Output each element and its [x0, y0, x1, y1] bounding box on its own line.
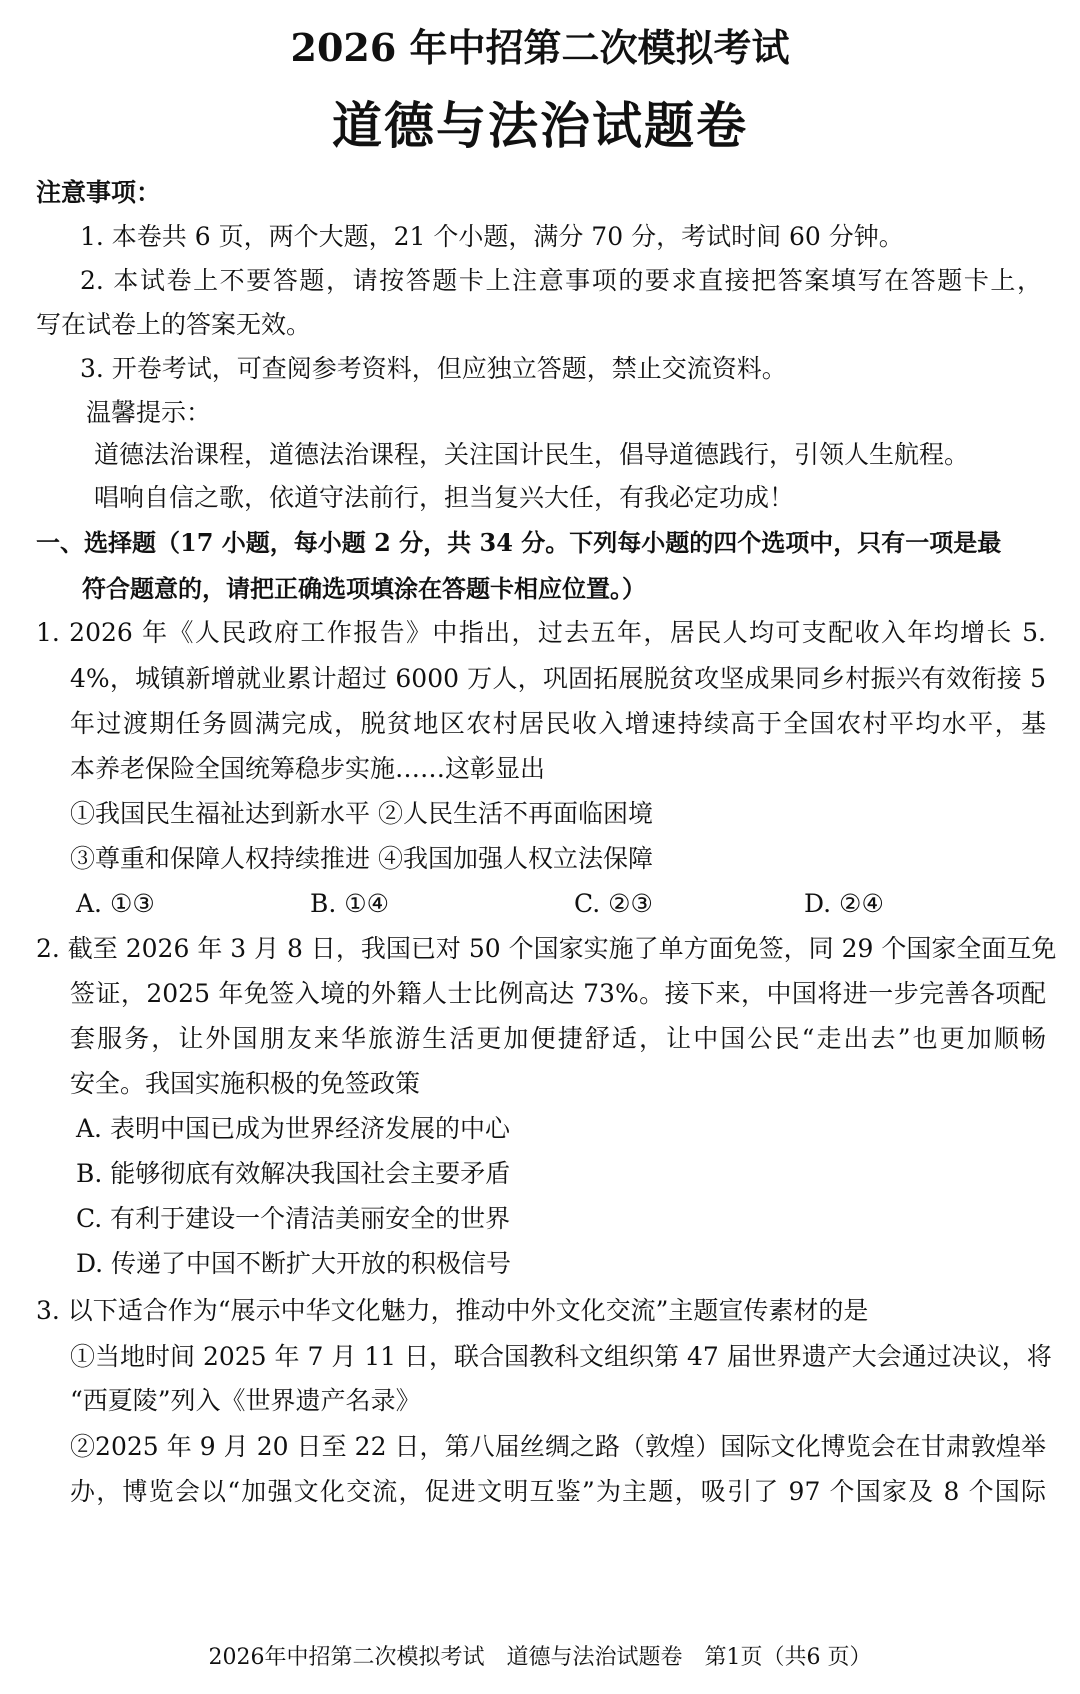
question-2-option-c: C. 有利于建设一个清洁美丽安全的世界 [76, 1204, 511, 1233]
question-3-line-1: 3. 以下适合作为“展示中华文化魅力，推动中外文化交流”主题宣传素材的是 [36, 1296, 869, 1325]
notice-item-1: 1. 本卷共 6 页，两个大题，21 个小题，满分 70 分，考试时间 60 分钟。 [80, 222, 904, 251]
notice-item-3: 3. 开卷考试，可查阅参考资料，但应独立答题，禁止交流资料。 [80, 354, 787, 383]
question-1-statements-1: ①我国民生福祉达到新水平 ②人民生活不再面临困境 [70, 799, 653, 828]
question-1-line-2: 4%，城镇新增就业累计超过 6000 万人，巩固拓展脱贫攻坚成果同乡村振兴有效衔接 5 [70, 664, 1046, 693]
tip-heading: 温馨提示： [86, 398, 212, 427]
subject-title: 道德与法治试题卷 [332, 96, 748, 155]
question-3-statement-1-line-2: “西夏陵”列入《世界遗产名录》 [70, 1386, 421, 1415]
section-1-heading-line-1: 一、选择题（17 小题，每小题 2 分，共 34 分。下列每小题的四个选项中，只有一项是最 [36, 528, 1002, 557]
question-1-statements-2: ③尊重和保障人权持续推进 ④我国加强人权立法保障 [70, 844, 653, 873]
notice-heading: 注意事项： [36, 178, 162, 207]
tip-line-1: 道德法治课程，道德法治课程，关注国计民生，倡导道德践行，引领人生航程。 [94, 440, 970, 469]
question-1-option-d: D. ②④ [804, 889, 884, 918]
exam-title: 2026 年中招第二次模拟考试 [290, 25, 790, 70]
question-2-line-1: 2. 截至 2026 年 3 月 8 日，我国已对 50 个国家实施了单方面免签，同 29 个国家全面互免 [36, 934, 1057, 963]
question-1-line-4: 本养老保险全国统筹稳步实施……这彰显出 [70, 754, 546, 783]
question-1-option-b: B. ①④ [310, 889, 390, 918]
question-2-option-d: D. 传递了中国不断扩大开放的积极信号 [76, 1249, 512, 1278]
tip-line-2: 唱响自信之歌，依道守法前行，担当复兴大任，有我必定功成！ [94, 483, 795, 512]
notice-item-2-line-1: 2. 本试卷上不要答题，请按答题卡上注意事项的要求直接把答案填写在答题卡上， [80, 266, 1042, 295]
question-3-statement-2-line-2: 办，博览会以“加强文化交流，促进文明互鉴”为主题，吸引了 97 个国家及 8 个国际 [70, 1477, 1046, 1506]
question-2-line-3: 套服务，让外国朋友来华旅游生活更加便捷舒适，让中国公民“走出去”也更加顺畅 [70, 1024, 1046, 1053]
question-1-line-1: 1. 2026 年《人民政府工作报告》中指出，过去五年，居民人均可支配收入年均增长 5. [36, 618, 1046, 647]
question-3-statement-1-line-1: ①当地时间 2025 年 7 月 11 日，联合国教科文组织第 47 届世界遗产大会通过决议，将 [70, 1342, 1052, 1371]
section-1-heading-line-2: 符合题意的，请把正确选项填涂在答题卡相应位置。） [82, 574, 646, 603]
question-3-statement-2-line-1: ②2025 年 9 月 20 日至 22 日，第八届丝绸之路（敦煌）国际文化博览会在甘肃敦煌举 [70, 1432, 1046, 1461]
question-2-line-2: 签证，2025 年免签入境的外籍人士比例高达 73%。接下来，中国将进一步完善各项配 [70, 979, 1046, 1008]
question-1-line-3: 年过渡期任务圆满完成，脱贫地区农村居民收入增速持续高于全国农村平均水平，基 [70, 709, 1046, 738]
question-2-option-a: A. 表明中国已成为世界经济发展的中心 [76, 1114, 510, 1143]
notice-item-2-line-2: 写在试卷上的答案无效。 [36, 310, 312, 339]
question-1-option-c: C. ②③ [574, 889, 653, 918]
question-2-line-4: 安全。我国实施积极的免签政策 [70, 1069, 421, 1098]
page-footer: 2026年中招第二次模拟考试 道德与法治试题卷 第1页（共6 页） [208, 1645, 872, 1670]
question-2-option-b: B. 能够彻底有效解决我国社会主要矛盾 [76, 1159, 511, 1188]
question-1-option-a: A. ①③ [76, 889, 155, 918]
